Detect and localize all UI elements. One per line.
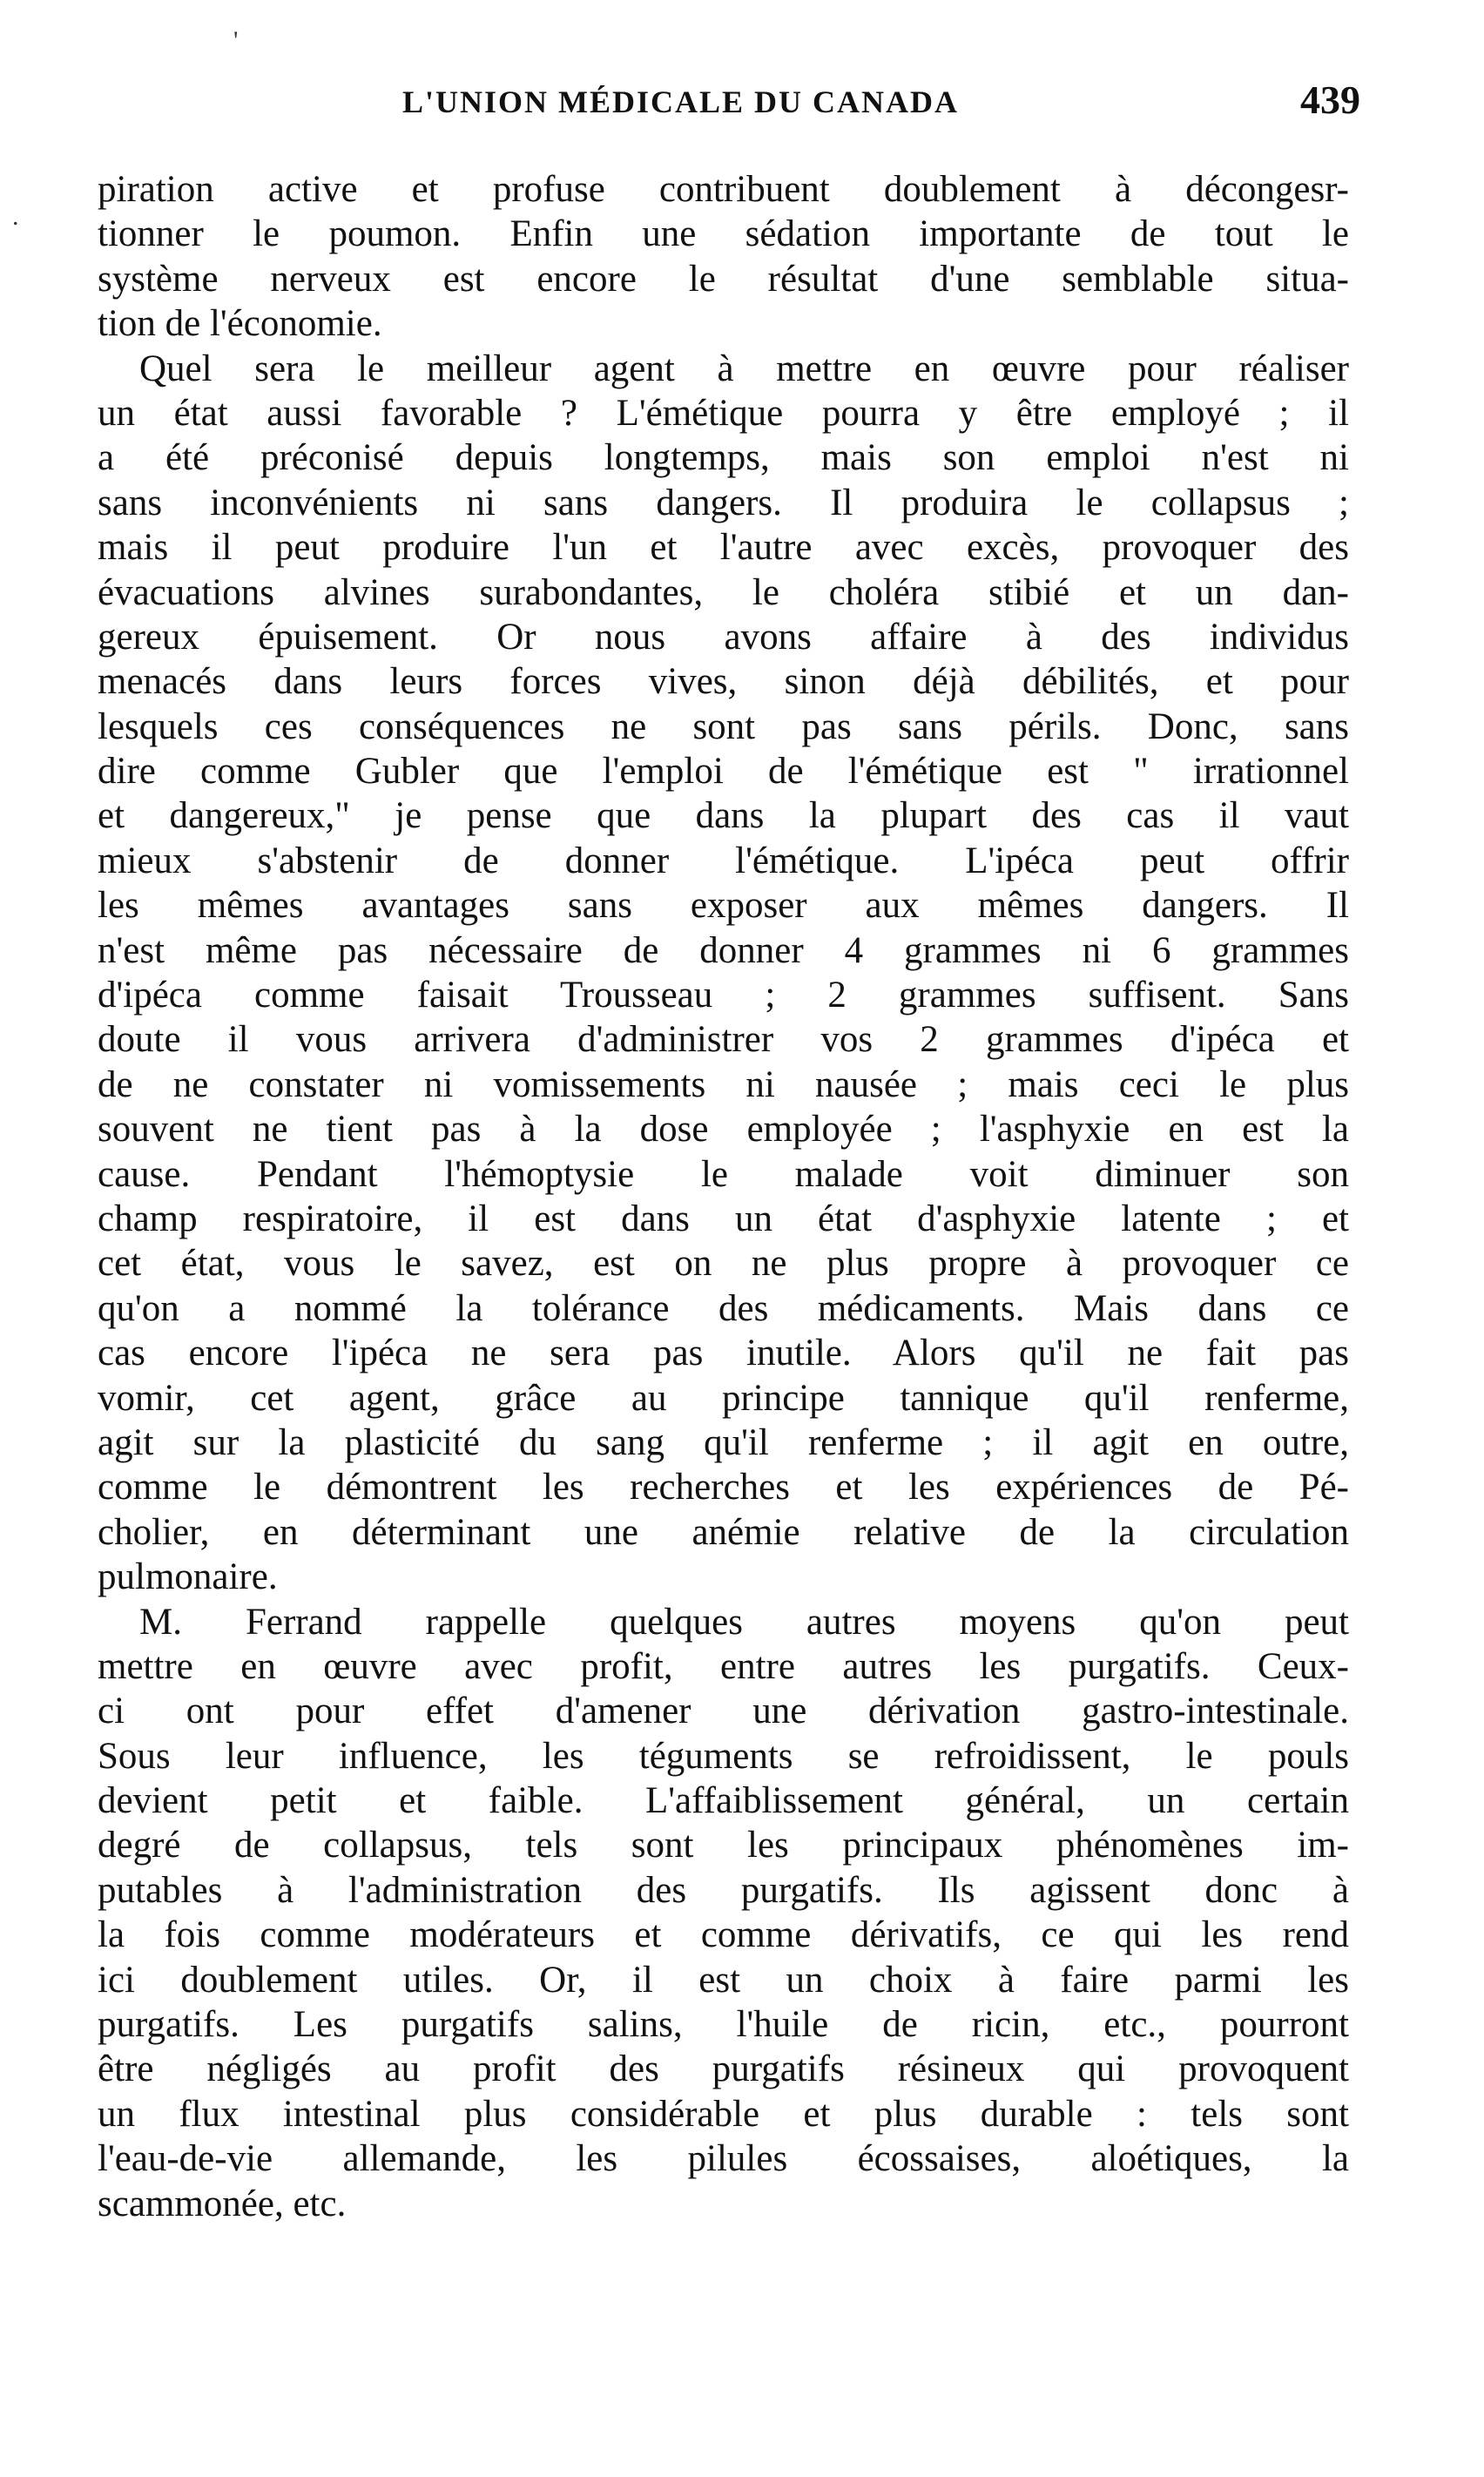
text-line: piration active et profuse contribuent doublement à décongesr- — [98, 169, 1349, 210]
text-line: Quel sera le meilleur agent à mettre en œuvre pour réaliser — [139, 348, 1349, 389]
text-line: a été préconisé depuis longtemps, mais son emploi n'est ni — [98, 437, 1349, 479]
text-line: de ne constater ni vomissements ni nausée ; mais ceci le plus — [98, 1063, 1349, 1105]
text-line: tionner le poumon. Enfin une sédation importante de tout le — [98, 213, 1349, 255]
text-line: un flux intestinal plus considérable et plus durable : tels sont — [98, 2093, 1349, 2135]
text-line: l'eau-de-vie allemande, les pilules écossaises, aloétiques, la — [98, 2138, 1349, 2180]
text-line: scammonée, etc. — [98, 2183, 347, 2224]
text-line: sans inconvénients ni sans dangers. Il produira le collapsus ; — [98, 482, 1349, 523]
text-line: évacuations alvines surabondantes, le choléra stibié et un dan- — [98, 571, 1349, 613]
text-line: cause. Pendant l'hémoptysie le malade voit diminuer son — [98, 1153, 1349, 1195]
text-line: système nerveux est encore le résultat d'une semblable situa- — [98, 258, 1349, 300]
text-line: souvent ne tient pas à la dose employée ; l'asphyxie en est la — [98, 1109, 1349, 1151]
text-line: gereux épuisement. Or nous avons affaire à des individus — [98, 616, 1349, 658]
text-line: putables à l'administration des purgatifs. Ils agissent donc à — [98, 1869, 1349, 1911]
running-header — [98, 77, 1360, 129]
text-line: lesquels ces conséquences ne sont pas sans périls. Donc, sans — [98, 705, 1349, 747]
text-line: agit sur la plasticité du sang qu'il renferme ; il agit en outre, — [98, 1421, 1349, 1463]
text-line: dire comme Gubler que l'emploi de l'émétique est " irrationnel — [98, 751, 1349, 793]
text-line: mieux s'abstenir de donner l'émétique. L'ipéca peut offrir — [98, 840, 1349, 881]
text-line: M. Ferrand rappelle quelques autres moyens qu'on peut — [139, 1601, 1349, 1643]
text-line: mais il peut produire l'un et l'autre avec excès, provoquer des — [98, 527, 1349, 569]
journal-title: L'UNION MÉDICALE DU CANADA — [402, 84, 960, 119]
text-line: purgatifs. Les purgatifs salins, l'huile de ricin, etc., pourront — [98, 2004, 1349, 2046]
text-line: degré de collapsus, tels sont les principaux phénomènes im- — [98, 1825, 1349, 1866]
text-line: cas encore l'ipéca ne sera pas inutile. Alors qu'il ne fait pas — [98, 1333, 1349, 1374]
text-line: menacés dans leurs forces vives, sinon déjà débilités, et pour — [98, 661, 1349, 703]
text-line: vomir, cet agent, grâce au principe tannique qu'il renferme, — [98, 1377, 1349, 1419]
text-line: ci ont pour effet d'amener une dérivation gastro-intestinale. — [98, 1691, 1349, 1732]
text-line: ici doublement utiles. Or, il est un choix à faire parmi les — [98, 1959, 1349, 2001]
text-line: la fois comme modérateurs et comme dérivatifs, ce qui les rend — [98, 1914, 1349, 1956]
text-line: d'ipéca comme faisait Trousseau ; 2 grammes suffisent. Sans — [98, 975, 1349, 1016]
text-line: tion de l'économie. — [98, 303, 382, 345]
text-line: devient petit et faible. L'affaiblissement général, un certain — [98, 1780, 1349, 1822]
text-line: qu'on a nommé la tolérance des médicaments. Mais dans ce — [98, 1287, 1349, 1329]
text-line: n'est même pas nécessaire de donner 4 grammes ni 6 grammes — [98, 929, 1349, 971]
text-line: les mêmes avantages sans exposer aux mêmes dangers. Il — [98, 885, 1349, 927]
stray-print-mark: . — [12, 202, 19, 231]
text-line: mettre en œuvre avec profit, entre autres les purgatifs. Ceux- — [98, 1645, 1349, 1687]
text-line: cet état, vous le savez, est on ne plus propre à provoquer ce — [98, 1243, 1349, 1285]
text-line: Sous leur influence, les téguments se refroidissent, le pouls — [98, 1735, 1349, 1777]
body-text — [98, 167, 1349, 2226]
text-line: être négligés au profit des purgatifs résineux qui provoquent — [98, 2048, 1349, 2090]
text-line: cholier, en déterminant une anémie relative de la circulation — [98, 1511, 1349, 1553]
text-line: pulmonaire. — [98, 1556, 278, 1598]
stray-print-mark: ' — [233, 26, 239, 55]
text-line: doute il vous arrivera d'administrer vos 2 grammes d'ipéca et — [98, 1019, 1349, 1061]
text-line: un état aussi favorable ? L'émétique pourra y être employé ; il — [98, 392, 1349, 434]
text-line: comme le démontrent les recherches et les expériences de Pé- — [98, 1467, 1349, 1508]
text-line: et dangereux," je pense que dans la plupart des cas il vaut — [98, 795, 1349, 837]
text-line: champ respiratoire, il est dans un état d'asphyxie latente ; et — [98, 1198, 1349, 1239]
page-number: 439 — [1300, 78, 1360, 122]
